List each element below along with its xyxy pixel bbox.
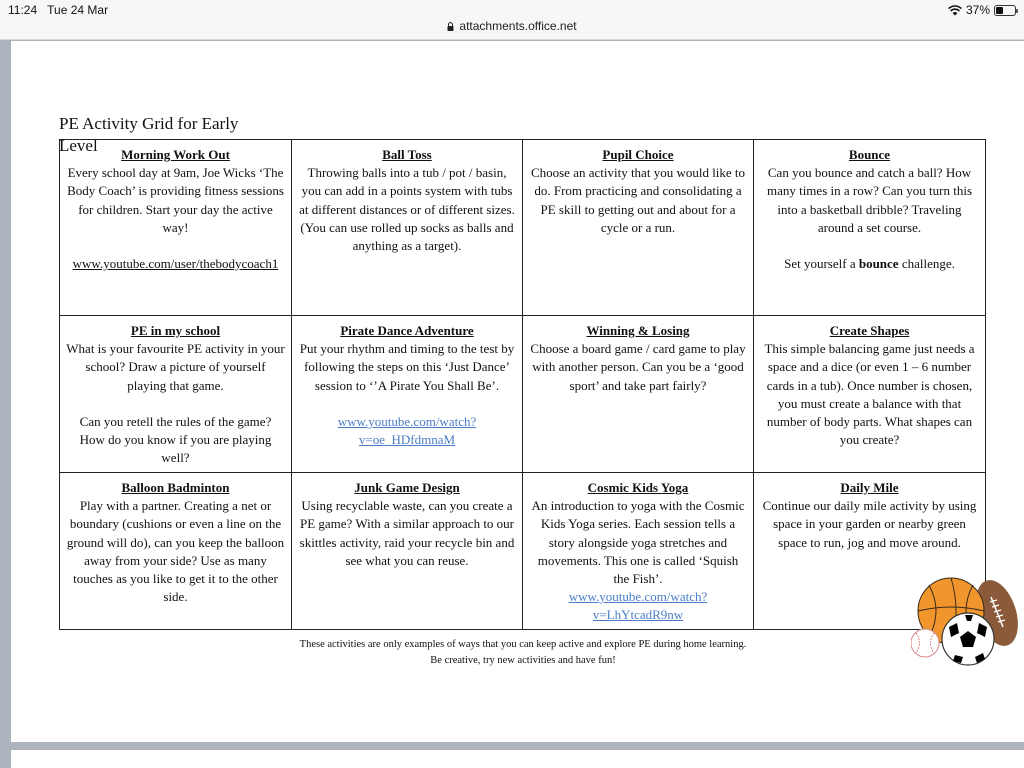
activity-title: Pirate Dance Adventure (340, 323, 474, 338)
activity-description: Every school day at 9am, Joe Wicks ‘The Body Coach’ is providing fitness sessions for children. Start your day the active way! (67, 165, 284, 235)
activity-title: Junk Game Design (354, 480, 460, 495)
browser-top-bar (0, 0, 1024, 40)
grid-row (60, 316, 986, 473)
battery-percent: 37% (965, 3, 990, 17)
activity-description: Using recyclable waste, can you create a PE game? With a similar approach to our skittles activity, raid your recycle bin and see what you can reuse. (299, 498, 515, 568)
activity-title: PE in my school (130, 323, 221, 338)
activity-description: This simple balancing game just needs a space and a dice (or even 1 – 6 number cards in a tub). Once number is chosen, you must create a balance with that number of body parts. What shapes can you create? (764, 341, 975, 448)
activity-cell (754, 316, 986, 473)
youtube-link[interactable]: www.youtube.com/watch? v=LhYtcadR9nw (568, 589, 708, 623)
lock-icon (447, 22, 454, 31)
activity-title: Balloon Badminton (121, 480, 230, 495)
address-bar[interactable] (0, 19, 1024, 33)
activity-cell (292, 473, 523, 630)
status-time (8, 3, 108, 17)
activity-cell (60, 140, 292, 316)
activity-title: Morning Work Out (121, 147, 230, 162)
activity-title: Pupil Choice (602, 147, 674, 162)
wifi-icon (948, 5, 962, 16)
activity-title: Daily Mile (840, 480, 899, 495)
date: Tue 24 Mar (47, 3, 109, 17)
clock: 11:24 (8, 3, 38, 17)
activity-description: Can you bounce and catch a ball? How many times in a row? Can you turn this into a basketball dribble? Traveling around a set course. (766, 165, 973, 235)
activity-title: Cosmic Kids Yoga (587, 480, 689, 495)
footer-note (59, 637, 987, 669)
activity-description: Throwing balls into a tub / pot / basin, you can add in a points system with tubs at different distances or of different sizes. (You can use rolled up socks as balls and anything as a target). (299, 165, 515, 254)
activity-title: Bounce (848, 147, 891, 162)
page-title: PE Activity Grid for Early Level (59, 114, 239, 155)
activity-description: An introduction to yoga with the Cosmic Kids Yoga series. Each session tells a story alongside yoga stretches and movements. This one is called ‘Squish the Fish’. (531, 498, 745, 587)
activity-question: Can you retell the rules of the game? How do you know if you are playing well? (79, 413, 272, 466)
activity-grid (59, 139, 986, 630)
footer-line-2: Be creative, try new activities and have fun! (430, 655, 616, 666)
status-indicators (948, 3, 1016, 17)
activity-cell (523, 473, 754, 630)
activity-cell (292, 140, 523, 316)
activity-cell (60, 316, 292, 473)
activity-description: Play with a partner. Creating a net or boundary (cushions or even a line on the ground will do), can you keep the balloon away from your side? Use as many touches as you like to get it to the other side. (66, 498, 285, 605)
activity-title: Winning & Losing (586, 323, 690, 338)
activity-description: Choose a board game / card game to play with another person. Can you be a ‘good sport’ and take part fairly? (530, 341, 746, 393)
activity-title: Create Shapes (829, 323, 910, 338)
activity-cell (292, 316, 523, 473)
youtube-link[interactable]: www.youtube.com/watch? v=oe_HDfdmnaM (337, 413, 477, 448)
activity-description: Continue our daily mile activity by using space in your garden or nearby green space to run, jog and move around. (762, 498, 977, 550)
url-text: attachments.office.net (459, 19, 577, 33)
activity-challenge: Set yourself a bounce challenge. (784, 256, 955, 272)
activity-description: Put your rhythm and timing to the test by following the steps on this ‘Just Dance’ session to ‘’A Pirate You Shall Be’. (299, 341, 515, 393)
next-document-page[interactable] (11, 750, 1024, 768)
activity-description: What is your favourite PE activity in your school? Draw a picture of yourself playing that game. (66, 341, 285, 393)
activity-cell (523, 316, 754, 473)
battery-icon (994, 5, 1016, 16)
youtube-link[interactable]: www.youtube.com/user/thebodycoach1 (72, 256, 279, 272)
activity-cell (523, 140, 754, 316)
activity-description: Choose an activity that you would like to do. From practicing and consolidating a PE skill to getting out and about for a cycle or a run. (530, 165, 746, 235)
footer-line-1: These activities are only examples of ways that you can keep active and explore PE during home learning. (299, 639, 747, 650)
activity-cell (60, 473, 292, 630)
grid-row (60, 140, 986, 316)
activity-title: Ball Toss (382, 147, 432, 162)
document-page[interactable] (11, 41, 1024, 742)
grid-row (60, 473, 986, 630)
activity-cell (754, 140, 986, 316)
